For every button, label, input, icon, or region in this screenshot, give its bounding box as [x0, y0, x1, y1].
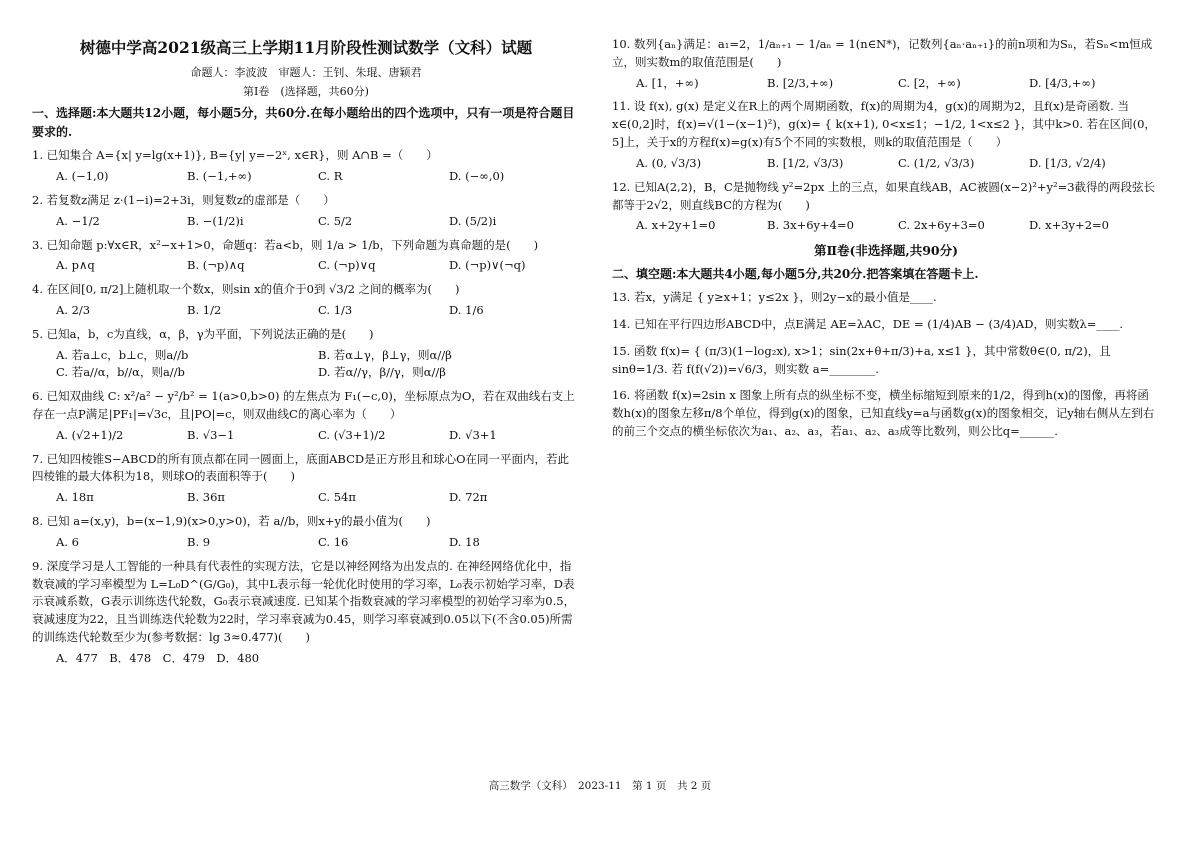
options	[32, 650, 580, 668]
question-10	[612, 36, 1160, 92]
question-4	[32, 281, 580, 320]
option-c: C. 2x+6y+3=0	[898, 218, 985, 233]
option-d: D. 72π	[449, 490, 488, 505]
section2-instructions: 二、填空题:本大题共4小题,每小题5分,共20分.把答案填在答题卡上.	[612, 266, 979, 281]
option-b: B. −(1/2)i	[187, 213, 244, 228]
question-stem: 10. 数列{aₙ}满足：a₁=2，1/aₙ₊₁ − 1/aₙ = 1(n∈N*)，记数列{aₙ·aₙ₊₁}的前n项和为Sₙ，若Sₙ<m恒成立，则实数m的取值范围是( )	[612, 37, 1153, 69]
question-14: 14. 已知在平行四边形ABCD中，点E满足 AE=λAC，DE = (1/4)AB − (3/4)AD，则实数λ=____.	[612, 316, 1124, 331]
option-b: B. 若α⊥γ，β⊥γ，则α//β	[318, 347, 452, 362]
option-a: A. (√2+1)/2	[56, 427, 124, 442]
options	[612, 75, 1160, 93]
option-b: B. 36π	[187, 490, 225, 505]
option-d: D. √3+1	[449, 427, 497, 442]
question-3	[32, 237, 580, 276]
option-c: C. (1/2, √3/3)	[898, 155, 975, 170]
options	[32, 257, 580, 275]
option-a: A. 18π	[56, 490, 94, 505]
option-b: B. (−1,+∞)	[187, 169, 252, 184]
options	[32, 534, 580, 552]
option-c: C. [2，+∞)	[898, 75, 961, 90]
question-12	[612, 179, 1160, 235]
options	[32, 213, 580, 231]
left-column	[32, 36, 580, 674]
question-stem: 1. 已知集合 A={x| y=lg(x+1)}, B={y| y=−2ˣ, x∈R}，则 A∩B =（ ）	[32, 148, 438, 163]
page-footer: 高三数学（文科） 2023-11 第 1 页 共 2 页	[488, 780, 712, 792]
option-b: B. √3−1	[187, 427, 235, 442]
option-a: A. (0, √3/3)	[636, 155, 702, 170]
option-d: D. 若α//γ，β//γ，则α//β	[318, 365, 446, 380]
option-c: C. 1/3	[318, 302, 353, 317]
option-a: A. 若a⊥c，b⊥c，则a//b	[56, 347, 189, 362]
option-a: A. x+2y+1=0	[636, 218, 716, 233]
section1-instructions: 一、选择题:本大题共12小题，每小题5分，共60分.在每小题给出的四个选项中，只有一项是符合题目要求的.	[32, 106, 575, 139]
option-d: D. 18	[449, 534, 480, 549]
question-8	[32, 513, 580, 552]
option-d: D. 1/6	[449, 302, 484, 317]
right-column	[612, 36, 1160, 444]
option-d: D. [4/3,+∞)	[1029, 75, 1096, 90]
option-d: D. (5/2)i	[449, 213, 497, 228]
option-a: A. p∧q	[56, 258, 95, 273]
options	[612, 155, 1160, 173]
question-11	[612, 98, 1160, 172]
option-c: C. 若a//α，b//α，则a//b	[56, 365, 185, 380]
option-c: C. 54π	[318, 490, 356, 505]
exam-title: 树德中学高2021级高三上学期11月阶段性测试数学（文科）试题	[79, 38, 533, 57]
question-13: 13. 若x，y满足 { y≥x+1；y≤2x }，则2y−x的最小值是____.	[612, 290, 937, 305]
question-stem: 8. 已知 a=(x,y)，b=(x−1,9)(x>0,y>0)，若 a//b，则x+y的最小值为( )	[32, 514, 431, 529]
authors-line: 命题人：李波波 审题人：王钊、朱琨、唐颖君	[190, 66, 422, 80]
option-d: D. (−∞,0)	[449, 169, 505, 184]
question-9	[32, 558, 580, 668]
option-c: C. (√3+1)/2	[318, 427, 386, 442]
option-b: B. 1/2	[187, 302, 222, 317]
question-stem: 7. 已知四棱锥S−ABCD的所有顶点都在同一圆面上，底面ABCD是正方形且和球心O在同一平面内，若此四棱锥的最大体积为18，则球O的表面积等于( )	[32, 451, 570, 484]
options	[32, 347, 580, 383]
options	[32, 427, 580, 445]
options	[32, 302, 580, 320]
question-stem: 6. 已知双曲线 C: x²/a² − y²/b² = 1(a>0,b>0) 的左焦点为 F₁(−c,0)，坐标原点为O，若在双曲线右支上存在一点P满足|PF₁|=√3c，且|PO|=c，则双曲线C的离心率为（ ）	[32, 389, 575, 422]
part2-heading: 第Ⅱ卷(非选择题,共90分)	[813, 243, 959, 259]
question-16: 16. 将函数 f(x)=2sin x 图象上所有点的纵坐标不变，横坐标缩短到原来的1/2，得到h(x)的图像，再将函数h(x)的图象左移π/8个单位，得到g(x)的图象，已知直线y=a与函数g(x)的图象相交，记y轴右侧从左到右的前三个交点的横坐标依次为a₁、a₂、a₃，若a₁、a₂、a₃成等比数列，则公比q=______.	[612, 388, 1155, 438]
option-b: B. 9	[187, 534, 211, 549]
option-a: A. [1，+∞)	[636, 75, 699, 90]
question-6	[32, 388, 580, 444]
question-stem: 2. 若复数z满足 z·(1−i)=2+3i，则复数z的虚部是（ ）	[32, 192, 335, 207]
question-1	[32, 147, 580, 186]
options	[32, 489, 580, 507]
option-a: A. (−1,0)	[56, 169, 109, 184]
option-c: C. 16	[318, 534, 349, 549]
question-stem: 12. 已知A(2,2)，B，C是抛物线 y²=2px 上的三点，如果直线AB，AC被圆(x−2)²+y²=3截得的两段弦长都等于2√2，则直线BC的方程为( )	[612, 179, 1156, 212]
question-15: 15. 函数 f(x)= { (π/3)(1−log₂x), x>1；sin(2x+θ+π/3)+a, x≤1 }，其中常数θ∈(0, π/2)，且sinθ=1/3. 若 f(f(√2))=√6/3，则实数 a=________.	[612, 343, 1111, 376]
options-inline: A．477 B．478 C．479 D．480	[56, 650, 260, 665]
question-7	[32, 451, 580, 507]
question-stem: 9. 深度学习是人工智能的一种具有代表性的实现方法，它是以神经网络为出发点的. 在神经网络优化中，指数衰减的学习率模型为 L=L₀D^(G/G₀)，其中L表示每一轮优化时使用的学习率，L₀表示初始学习率，D表示衰减系数，G表示训练迭代轮数，G₀表示衰减速度. 已知某个指数衰减的学习率模型的初始学习率为0.5，衰减速度为22，且当训练迭代轮数为22时，学习率衰减为0.45，则学习率衰减到0.05以下(不含0.05)所需的训练迭代轮数至少为(参考数据：lg 3≈0.477)( )	[32, 558, 576, 644]
option-c: C. R	[318, 169, 343, 184]
question-stem: 11. 设 f(x), g(x) 是定义在R上的两个周期函数，f(x)的周期为4，g(x)的周期为2，且f(x)是奇函数. 当x∈(0,2]时，f(x)=√(1−(x−1)²)，g(x)= { k(x+1), 0<x≤1；−1/2, 1<x≤2 }，其中k>0. 若在区间(0，5]上，关于x的方程f(x)=g(x)有5个不同的实数根，则k的取值范围是（ ）	[612, 99, 1156, 150]
option-d: D. (¬p)∨(¬q)	[449, 258, 526, 273]
option-b: B. [2/3,+∞)	[767, 75, 834, 90]
options	[612, 217, 1160, 235]
question-5	[32, 326, 580, 382]
option-d: D. x+3y+2=0	[1029, 218, 1109, 233]
option-c: C. (¬p)∨q	[318, 258, 376, 273]
option-a: A. −1/2	[56, 213, 100, 228]
question-stem: 5. 已知a，b，c为直线，α，β，γ为平面，下列说法正确的是( )	[32, 326, 374, 341]
option-c: C. 5/2	[318, 213, 353, 228]
options	[32, 168, 580, 186]
option-a: A. 2/3	[56, 302, 91, 317]
question-stem: 4. 在区间[0, π/2]上随机取一个数x，则sin x的值介于0到 √3/2 之间的概率为( )	[32, 282, 460, 297]
part1-heading: 第Ⅰ卷 (选择题，共60分)	[243, 85, 369, 99]
question-stem: 3. 已知命题 p:∀x∈R，x²−x+1>0，命题q：若a<b，则 1/a > 1/b，下列命题为真命题的是( )	[32, 237, 539, 252]
option-b: B. [1/2, √3/3)	[767, 155, 844, 170]
option-a: A. 6	[56, 534, 79, 549]
option-b: B. (¬p)∧q	[187, 258, 245, 273]
question-2	[32, 192, 580, 231]
option-b: B. 3x+6y+4=0	[767, 218, 854, 233]
option-d: D. [1/3, √2/4)	[1029, 155, 1106, 170]
